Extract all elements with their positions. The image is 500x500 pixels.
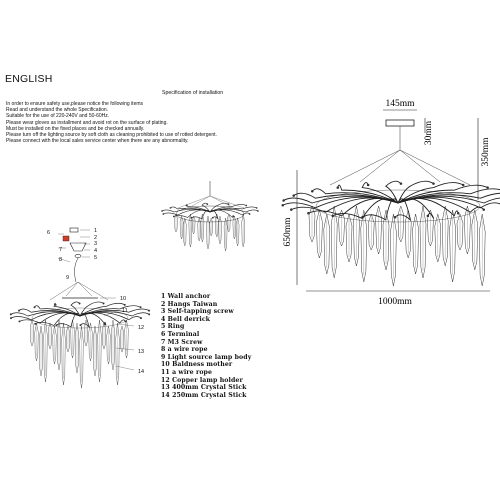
part-item: 1 Wall anchor — [161, 293, 211, 300]
leaf-cluster — [140, 306, 142, 308]
branch — [19, 313, 80, 323]
callout-number: 12 — [138, 325, 145, 331]
leader-line — [118, 324, 134, 326]
instruction-line: Please wear gloves as installment and avoid rot on the surface of plating. — [6, 119, 168, 126]
hanger-plate — [70, 228, 78, 232]
part-item: 5 Ring — [161, 323, 185, 331]
part-item: 7 M3 Screw — [161, 338, 203, 346]
leaf-cluster — [432, 182, 435, 185]
leaf-cluster — [148, 313, 150, 315]
part-item: 9 Light source lamp body — [161, 353, 252, 361]
leaf-cluster — [282, 204, 285, 207]
part-item: 3 Self-tapping screw — [161, 308, 234, 316]
instruction-line: In order to ensure safety use,please notice the following items — [6, 101, 144, 107]
part-item: 4 Bell derrick — [161, 315, 211, 323]
branch — [174, 210, 210, 217]
total-height-label: 650mm — [283, 217, 293, 247]
part-item: 10 Baldness mother — [161, 361, 233, 369]
leaf-cluster — [140, 317, 142, 319]
leaf-cluster — [173, 216, 175, 218]
callout-number: 4 — [94, 248, 98, 254]
leaf-cluster — [400, 182, 403, 185]
callout-number: 9 — [66, 275, 70, 281]
callout-number: 2 — [94, 235, 98, 241]
body-height-label: 350mm — [481, 137, 491, 167]
leaf-cluster — [249, 213, 251, 215]
dimension-drawing — [282, 110, 500, 291]
callout-number: 8 — [59, 257, 63, 263]
leaf-cluster — [282, 199, 285, 202]
part-item: 14 250mm Crystal Stick — [161, 391, 247, 399]
part-item: 8 a wire rope — [161, 346, 208, 354]
part-item: 11 a wire rope — [161, 368, 213, 376]
language-heading: ENGLISH — [5, 73, 53, 85]
leaf-cluster — [206, 203, 208, 205]
leaf-cluster — [18, 310, 20, 312]
leaf-cluster — [79, 324, 81, 326]
leaf-cluster — [79, 303, 81, 305]
part-item: 12 Copper lamp holder — [161, 376, 243, 384]
leaf-cluster — [486, 186, 489, 189]
leaf-cluster — [55, 324, 57, 326]
leaf-cluster — [124, 304, 126, 306]
leaf-cluster — [161, 210, 163, 212]
callout-number: 13 — [138, 349, 145, 355]
callout-number: 3 — [94, 241, 98, 247]
canopy — [386, 120, 414, 126]
wire-rope — [74, 258, 78, 282]
leaf-cluster — [256, 207, 258, 209]
specification-title: Specification of installation — [162, 90, 224, 96]
callout-number: 10 — [120, 296, 127, 302]
instruction-line: Must be installed on the fixed places and be checked annually. — [6, 125, 145, 132]
terminal-block — [63, 236, 69, 241]
leaf-cluster — [18, 320, 20, 322]
ring — [75, 254, 81, 257]
leaf-cluster — [290, 208, 293, 211]
leaf-cluster — [462, 184, 465, 187]
leaf-cluster — [228, 203, 230, 205]
leaf-cluster — [457, 212, 460, 215]
branch — [308, 198, 398, 215]
leaf-cluster — [337, 186, 340, 189]
suspension-wires — [330, 150, 470, 185]
leaf-cluster — [311, 190, 314, 193]
leaf-cluster — [170, 207, 172, 209]
parts-list — [161, 293, 251, 399]
callout-number: 7 — [59, 247, 63, 253]
leaf-cluster — [367, 184, 370, 187]
leaf-cluster — [186, 205, 188, 207]
branch — [398, 189, 500, 203]
leaf-cluster — [10, 317, 12, 319]
part-item: 6 Terminal — [161, 330, 200, 338]
leaf-cluster — [103, 303, 105, 305]
branch — [56, 313, 80, 327]
chandelier-photo-thumbnail — [161, 181, 258, 251]
leaf-cluster — [257, 210, 259, 212]
instruction-line: Please connect with the local sales service center when there are any abnormality. — [6, 138, 189, 145]
leaf-cluster — [292, 194, 295, 197]
callout-number: 1 — [94, 228, 98, 234]
callout-number: 5 — [94, 255, 98, 261]
leaf-cluster — [55, 304, 57, 306]
canopy-width-label: 145mm — [385, 99, 415, 109]
instruction-line: Suitable for the use of 220-240V and 50-60Hz. — [6, 113, 110, 120]
callout-number: 11 — [122, 308, 128, 314]
leaf-cluster — [34, 306, 36, 308]
exploded-view-drawing — [10, 228, 150, 388]
part-item: 13 400mm Crystal Stick — [161, 384, 247, 392]
leaf-cluster — [245, 205, 247, 207]
leaf-cluster — [162, 213, 164, 215]
leaf-cluster — [482, 208, 485, 211]
width-label: 1000mm — [378, 297, 412, 307]
instruction-line: Please turn off the lighting source by soft cloth as cleaning prohibited to use of rotted detergent. — [6, 132, 217, 139]
leaf-cluster — [148, 310, 150, 312]
instruction-line: Read and understand the whole Specification. — [6, 107, 109, 114]
leaf-cluster — [10, 313, 12, 315]
canopy-height-label: 30mm — [424, 120, 434, 146]
canopy-bell — [70, 243, 86, 251]
branch — [362, 199, 398, 220]
leaf-cluster — [34, 323, 36, 325]
part-item: 2 Hangs Taiwan — [161, 300, 218, 308]
leaf-cluster — [212, 217, 214, 219]
callout-number: 14 — [138, 369, 145, 375]
suspension-wires — [50, 282, 108, 300]
callout-number: 6 — [47, 230, 51, 236]
